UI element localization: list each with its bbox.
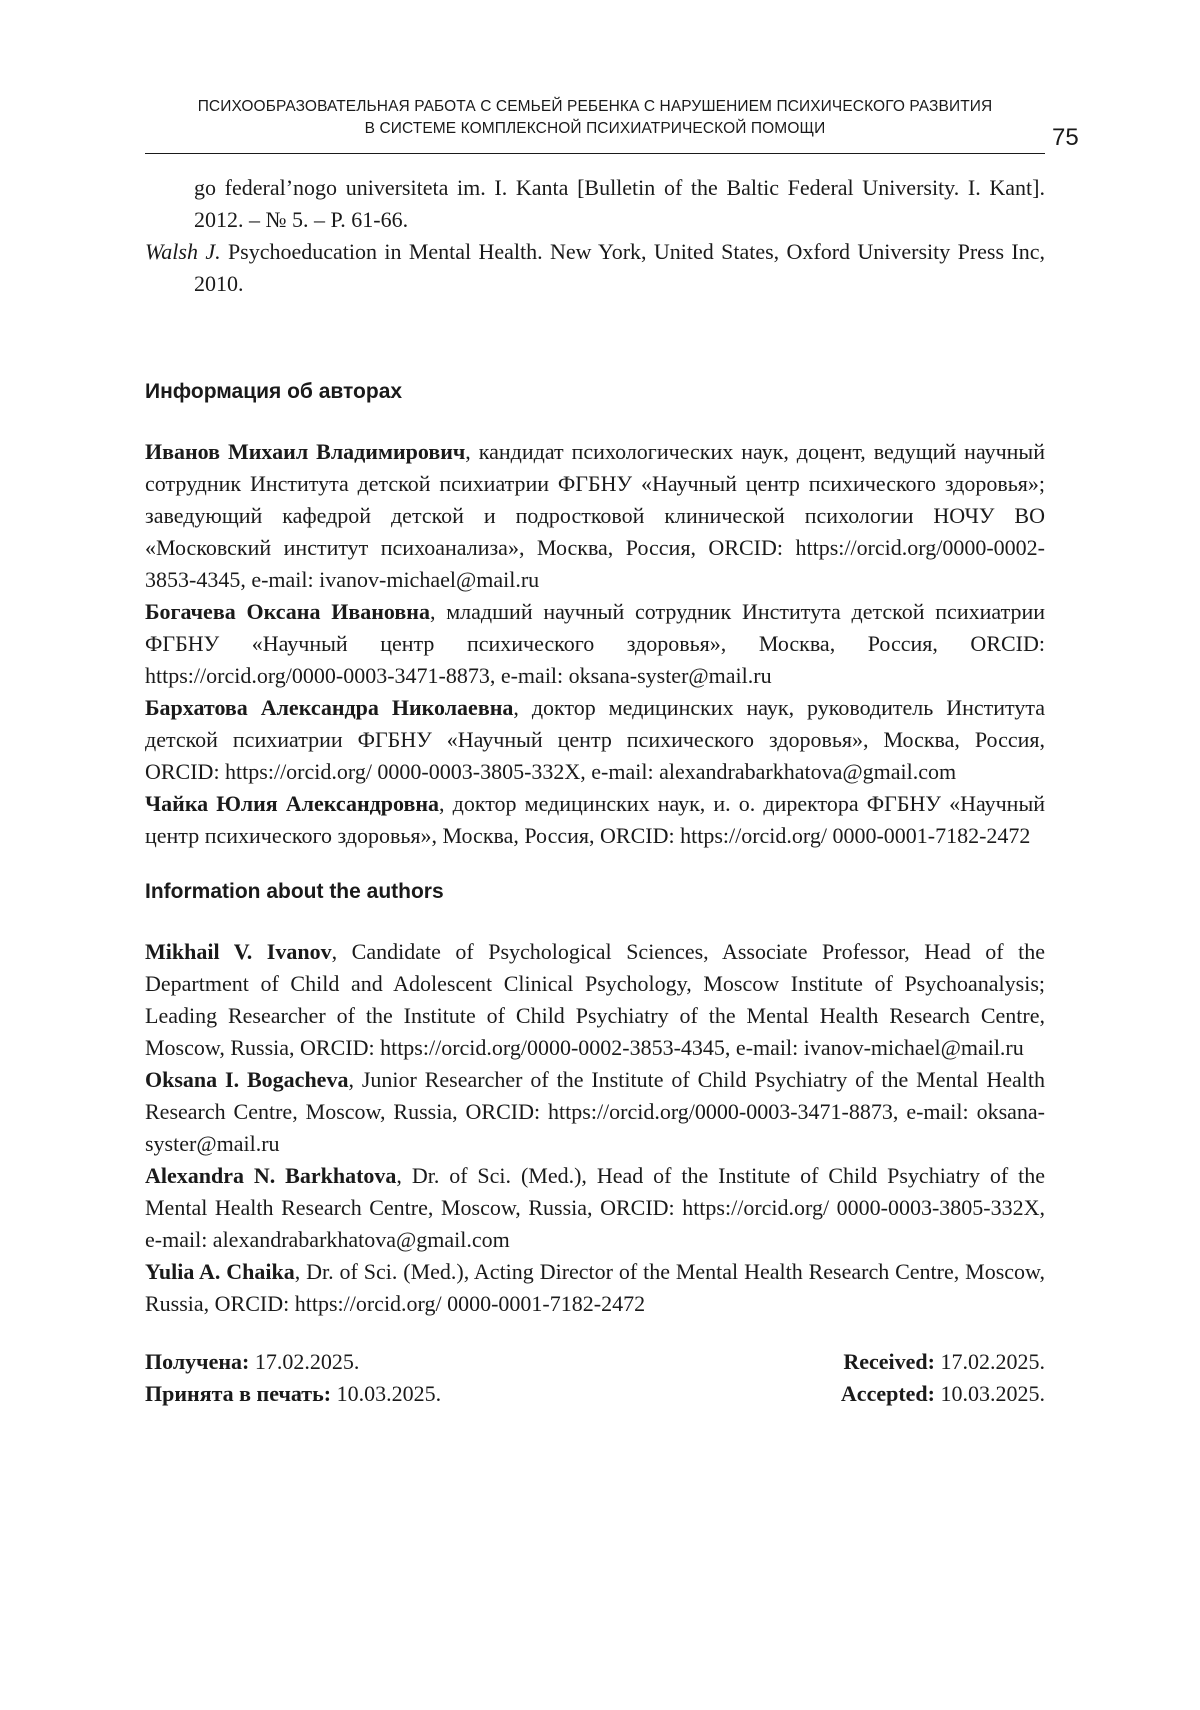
author-entry-ru (145, 436, 1045, 596)
author-name: Иванов Михаил Владимирович (145, 439, 466, 464)
author-details: , младший научный сотрудник Института детской психиатрии ФГБНУ «Научный центр психического здоровья», Москва, Россия, ORCID: https://orcid.org/0000-0003-3471-8873, e-mail: oksana-syster@mail.ru (145, 599, 1045, 688)
running-header (145, 96, 1045, 140)
author-name: Mikhail V. Ivanov (145, 939, 332, 964)
author-name: Бархатова Александра Николаевна (145, 695, 514, 720)
author-details: , Junior Researcher of the Institute of Child Psychiatry of the Mental Health Research Centre, Moscow, Russia, ORCID: https://orcid.org/0000-0003-3471-8873, e-mail: oksana-syster@mail.ru (145, 1067, 1045, 1156)
author-name: Alexandra N. Barkhatova (145, 1163, 397, 1188)
running-header-line-1: ПСИХООБРАЗОВАТЕЛЬНАЯ РАБОТА С СЕМЬЕЙ РЕБЕНКА С НАРУШЕНИЕМ ПСИХИЧЕСКОГО РАЗВИТИЯ (197, 98, 993, 115)
authors-heading-en: Information about the authors (145, 880, 444, 903)
received-ru-label: Получена: (145, 1349, 250, 1374)
authors-heading-ru: Информация об авторах (145, 380, 403, 403)
accepted-ru-value: 10.03.2025. (331, 1381, 442, 1406)
author-entry-en (145, 936, 1045, 1064)
received-ru-value: 17.02.2025. (249, 1349, 360, 1374)
reference-walsh (145, 236, 1045, 300)
reference-walsh-text: Psychoeducation in Mental Health. New York, United States, Oxford University Press Inc, 2010. (194, 239, 1045, 296)
page-content (145, 172, 1045, 1410)
accepted-ru-label: Принята в печать: (145, 1381, 332, 1406)
received-en-label: Received: (843, 1349, 935, 1374)
received-en (841, 1346, 1045, 1378)
author-entry-en (145, 1160, 1045, 1256)
reference-walsh-author: Walsh J. (145, 239, 221, 264)
author-name: Yulia A. Chaika (145, 1259, 295, 1284)
received-ru (145, 1346, 441, 1378)
author-details: , кандидат психологических наук, доцент, ведущий научный сотрудник Института детской психиатрии ФГБНУ «Научный центр психического здоровья»; заведующий кафедрой детской и подростковой клинической психологии НОЧУ ВО «Московский институт психоанализа», Москва, Россия, ORCID: https://orcid.org/0000-0002-3853-4345, e-mail: ivanov-michael@mail.ru (145, 439, 1045, 592)
author-entry-en (145, 1256, 1045, 1320)
author-entry-ru (145, 596, 1045, 692)
author-name: Чайка Юлия Александровна (145, 791, 440, 816)
author-details: , Dr. of Sci. (Med.), Head of the Institute of Child Psychiatry of the Mental Health Research Centre, Moscow, Russia, ORCID: https://orcid.org/ 0000-0003-3805-332X, e-mail: alexandrabarkhatova@gmail.com (145, 1163, 1045, 1252)
accepted-ru (145, 1378, 441, 1410)
accepted-en (841, 1378, 1045, 1410)
article-dates (145, 1346, 1045, 1410)
accepted-en-label: Accepted: (840, 1381, 935, 1406)
reference-continuation: go federal’nogo universiteta im. I. Kanta [Bulletin of the Baltic Federal University. I. Kant]. 2012. – № 5. – P. 61-66. (194, 175, 1045, 232)
author-name: Богачева Оксана Ивановна (145, 599, 430, 624)
header-divider (145, 153, 1045, 154)
author-name: Oksana I. Bogacheva (145, 1067, 349, 1092)
author-details: , Candidate of Psychological Sciences, Associate Professor, Head of the Department of Child and Adolescent Clinical Psychology, Moscow Institute of Psychoanalysis; Leading Researcher of the Institute of Child Psychiatry of the Mental Health Research Centre, Moscow, Russia, ORCID: https://orcid.org/0000-0002-3853-4345, e-mail: ivanov-michael@mail.ru (145, 939, 1045, 1060)
page-number: 75 (1052, 124, 1079, 151)
author-entry-ru (145, 692, 1045, 788)
author-entry-en (145, 1064, 1045, 1160)
dates-ru (145, 1346, 441, 1410)
accepted-en-value: 10.03.2025. (935, 1381, 1045, 1406)
author-details: , доктор медицинских наук, и. о. директора ФГБНУ «Научный центр психического здоровья», Москва, Россия, ORCID: https://orcid.org/ 0000-0001-7182-2472 (145, 791, 1045, 848)
author-details: , доктор медицинских наук, руководитель Института детской психиатрии ФГБНУ «Научный центр психического здоровья», Москва, Россия, ORCID: https://orcid.org/ 0000-0003-3805-332X, e-mail: alexandrabarkhatova@gmail.com (145, 695, 1046, 784)
author-details: , Dr. of Sci. (Med.), Acting Director of the Mental Health Research Centre, Moscow, Russia, ORCID: https://orcid.org/ 0000-0001-7182-2472 (145, 1259, 1045, 1316)
dates-en (841, 1346, 1045, 1410)
author-entry-ru (145, 788, 1045, 852)
received-en-value: 17.02.2025. (935, 1349, 1045, 1374)
running-header-line-2: В СИСТЕМЕ КОМПЛЕКСНОЙ ПСИХИАТРИЧЕСКОЙ ПОМОЩИ (364, 120, 826, 137)
